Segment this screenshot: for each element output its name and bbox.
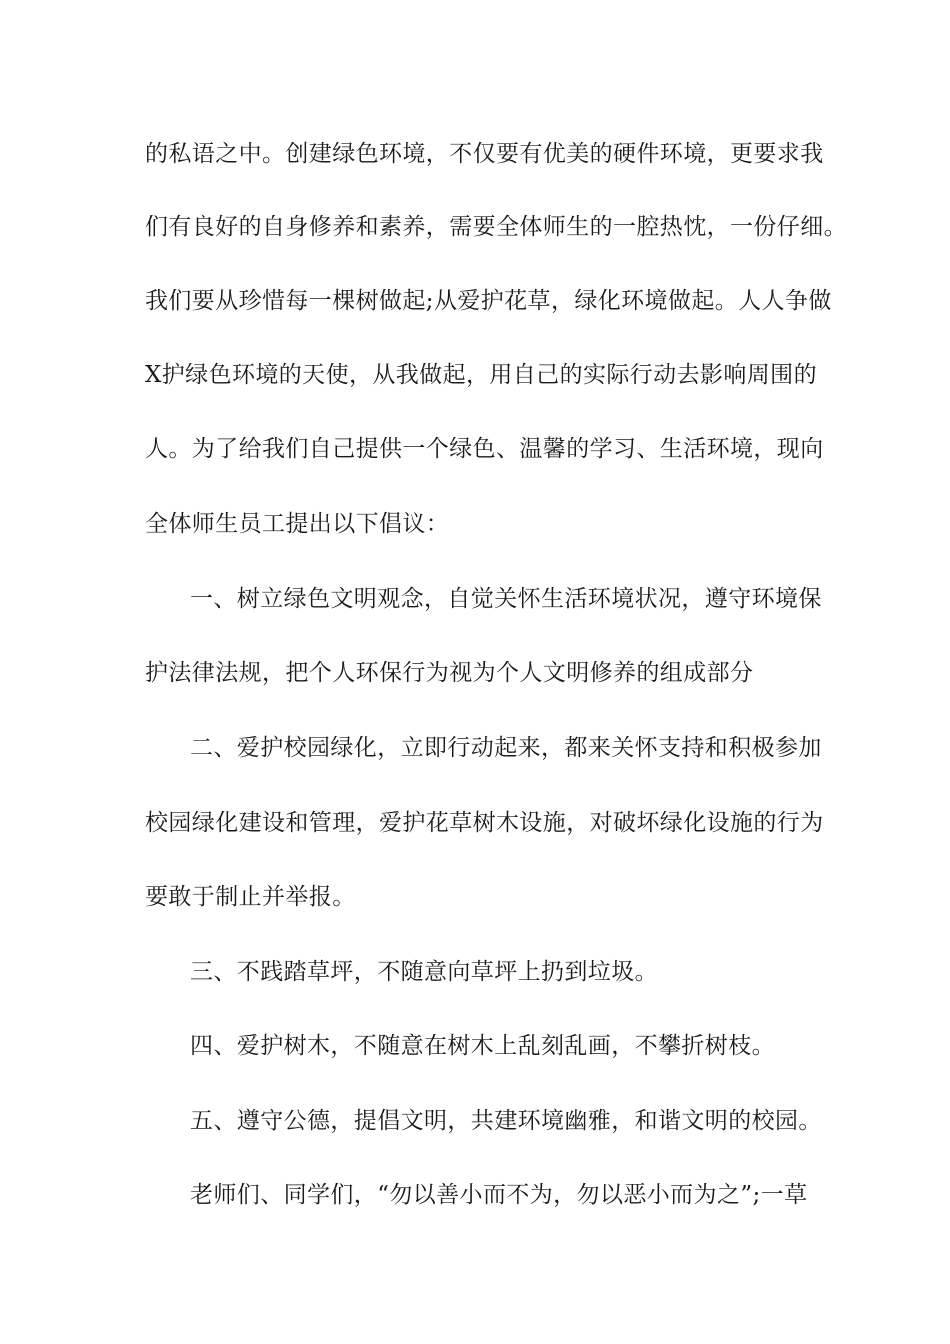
closing-line: 老师们、同学们，“勿以善小而不为，勿以恶小而为之”;一草 (190, 1182, 808, 1208)
text-line-1: 的私语之中。创建绿色环境，不仅要有优美的硬件环境，更要求我 (145, 141, 824, 167)
proposal-2-line-3: 要敢于制止并举报。 (145, 884, 356, 910)
text-line-2: 们有良好的自身修养和素养，需要全体师生的一腔热忱，一份仔细。 (145, 214, 847, 240)
text-line-5: 人。为了给我们自己提供一个绿色、温馨的学习、生活环境，现向 (145, 436, 824, 462)
proposal-1-line-2: 护法律法规，把个人环保行为视为个人文明修养的组成部分 (145, 660, 754, 686)
proposal-5: 五、遵守公德，提倡文明，共建环境幽雅，和谐文明的校园。 (190, 1108, 822, 1134)
text-line-4: X护绿色环境的天使，从我做起，用自己的实际行动去影响周围的 (145, 362, 817, 388)
proposal-2-line-2: 校园绿化建设和管理，爱护花草树木设施，对破坏绿化设施的行为 (145, 810, 824, 836)
proposal-1-line-1: 一、树立绿色文明观念，自觉关怀生活环境状况，遵守环境保 (190, 586, 822, 612)
proposal-3: 三、不践踏草坪，不随意向草坪上扔到垃圾。 (190, 959, 658, 985)
proposal-4: 四、爱护树木，不随意在树木上乱刻乱画，不攀折树枝。 (190, 1033, 775, 1059)
text-line-6: 全体师生员工提出以下倡议： (145, 511, 450, 537)
text-line-3: 我们要从珍惜每一棵树做起;从爱护花草，绿化环境做起。人人争做 (145, 288, 832, 314)
proposal-2-line-1: 二、爱护校园绿化，立即行动起来，都来关怀支持和积极参加 (190, 735, 822, 761)
